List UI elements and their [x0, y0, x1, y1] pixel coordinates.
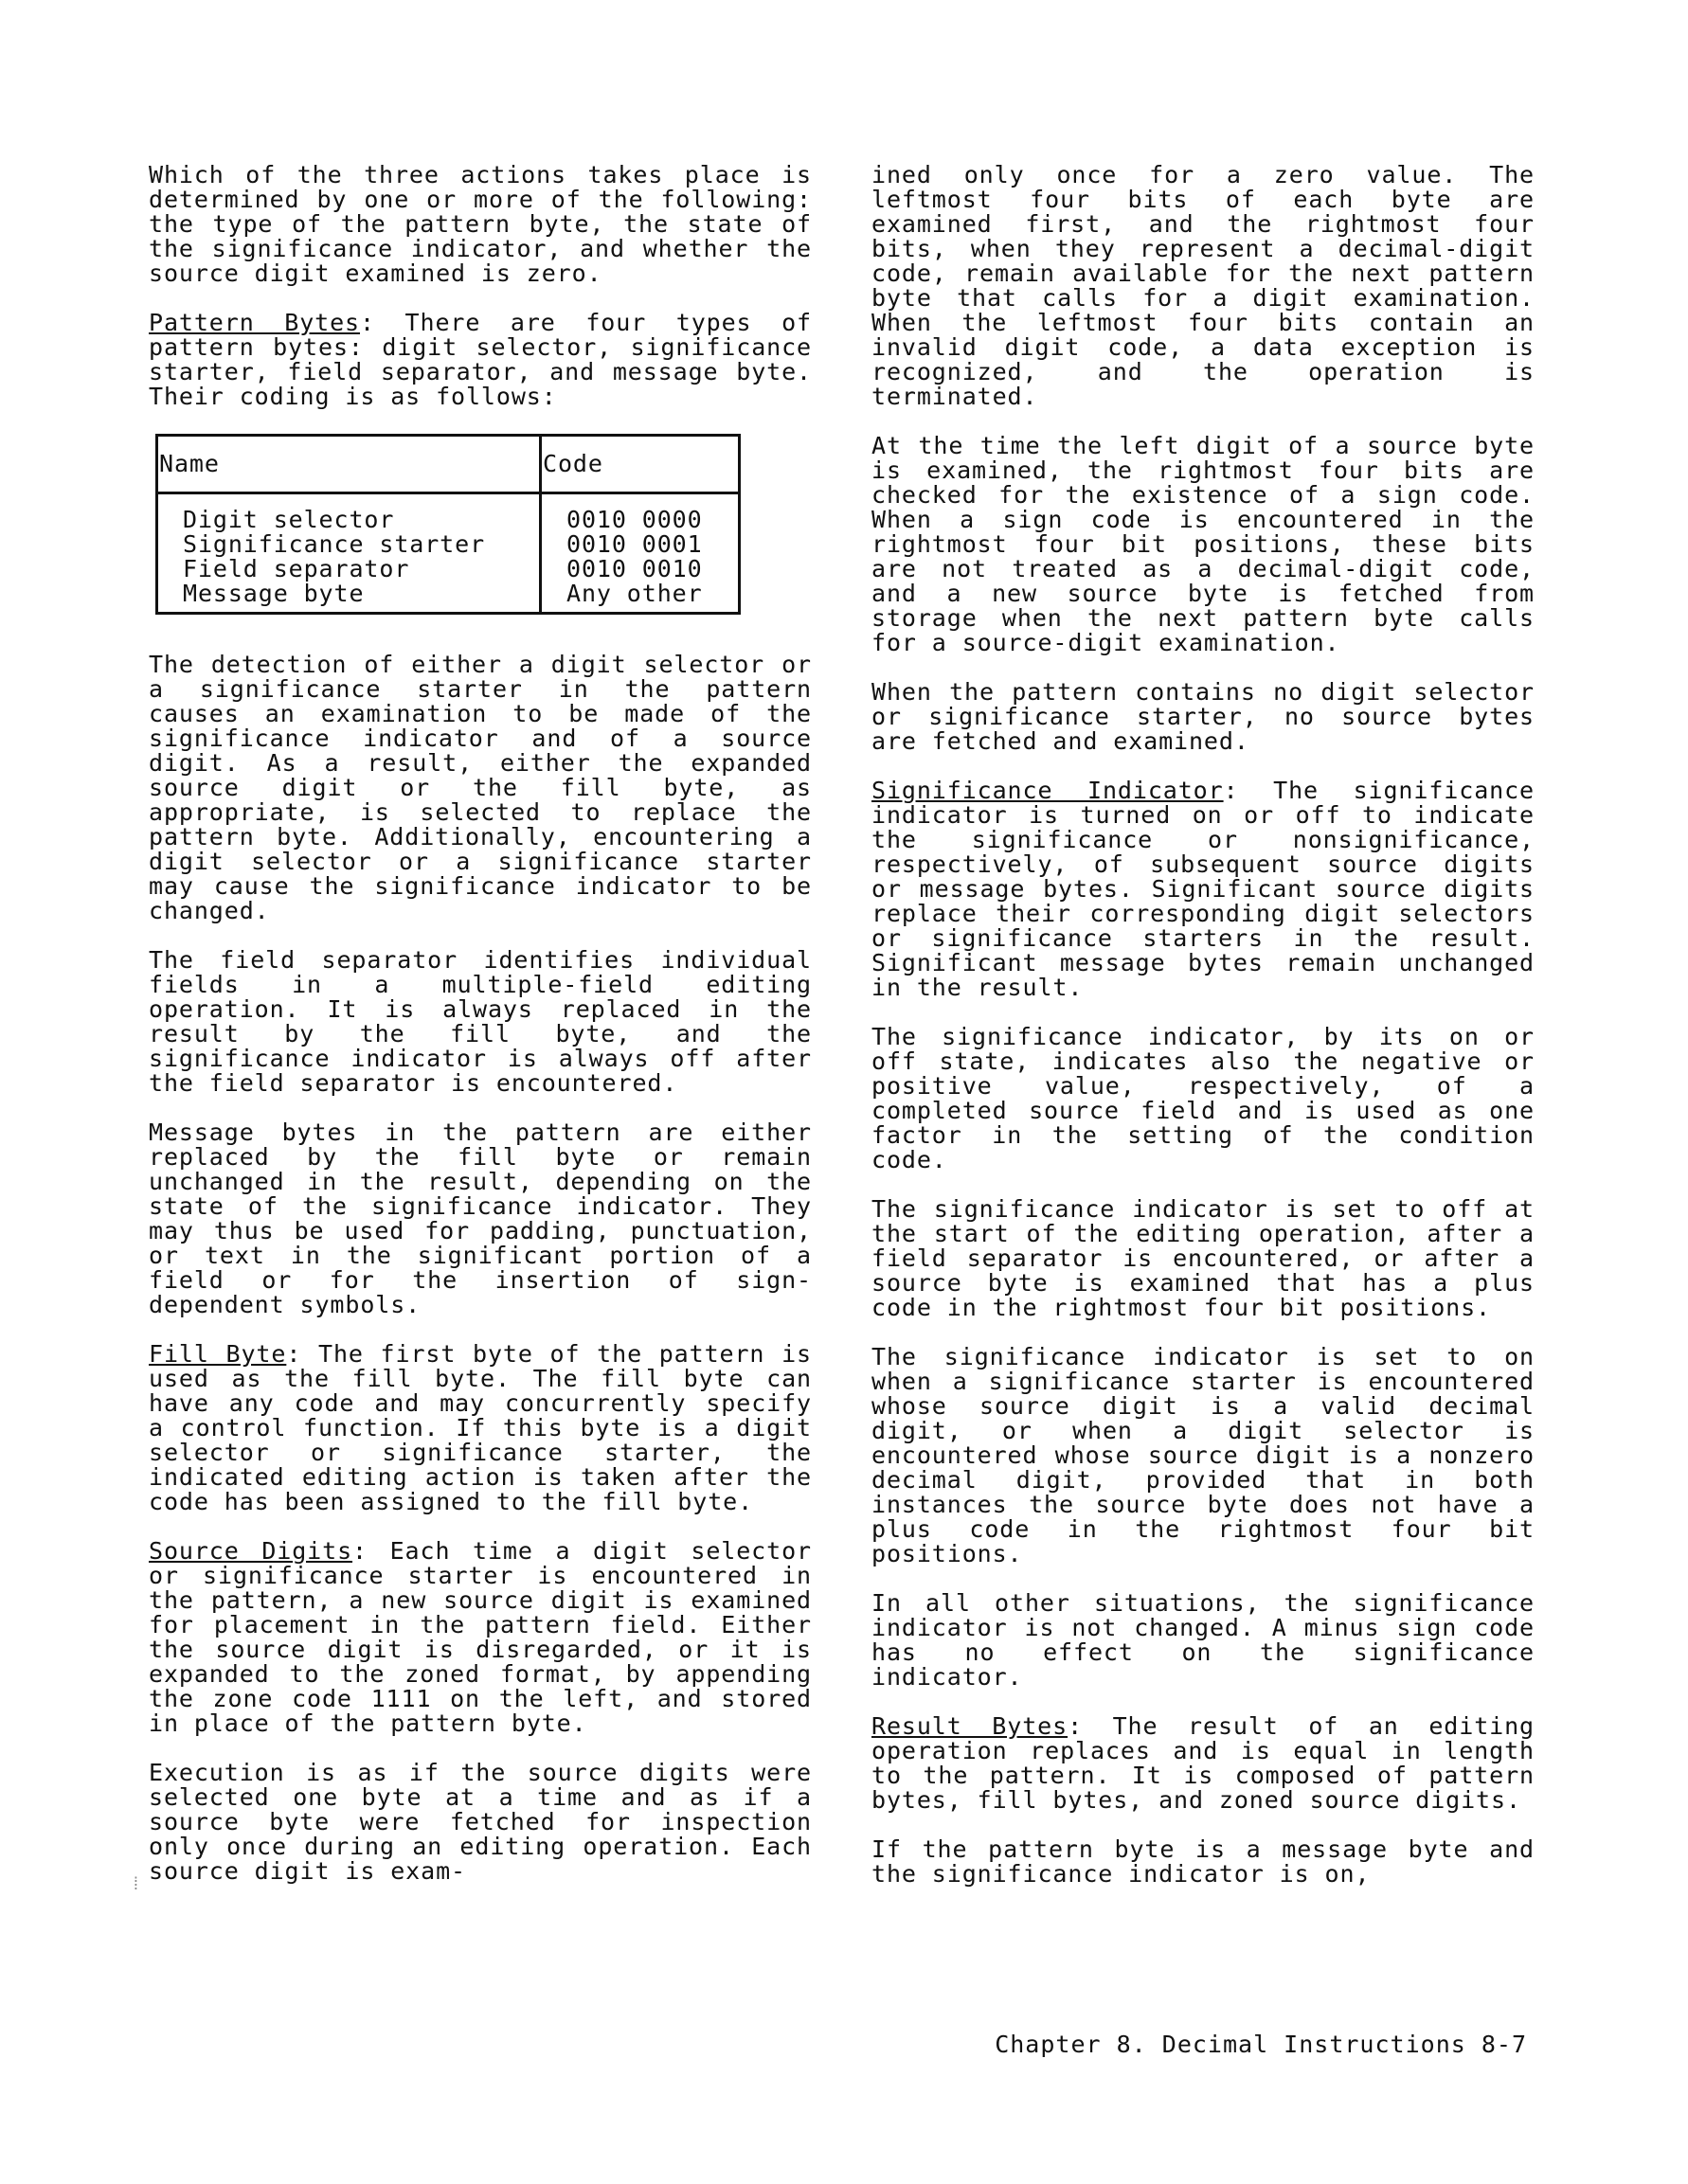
row-code: 0010 0000	[566, 506, 703, 533]
paragraph-execution: Execution is as if the source digits were selected one byte at a time and as if a source byte were fetched for inspection only once during an editing operation. Each source digit is exam-	[149, 1759, 812, 1885]
paragraph-result-bytes	[871, 1714, 1535, 1813]
source-digits-text: : Each time a digit selector or significance starter is encountered in the pattern, a new source digit is examined for placement in the pattern field. Either the source digit is disregarded, or it is expanded to the zoned format, by appending the zone code 1111 on the left, and stored in place of the pattern byte.	[149, 1537, 812, 1737]
heading-fill-byte: Fill Byte	[149, 1340, 287, 1368]
table-row	[157, 493, 740, 614]
heading-result-bytes: Result Bytes	[871, 1712, 1068, 1740]
heading-significance-indicator: Significance Indicator	[871, 777, 1224, 804]
paragraph-time: At the time the left digit of a source byte is examined, the rightmost four bits are checked for the existence of a sign code. When a sign code is encountered in the rightmost four bit positions, these bits are not treated as a decimal-digit code, and a new source byte is fetched from storage when the next pattern byte calls for a source-digit examination.	[871, 432, 1535, 656]
paragraph-significance-off: The significance indicator is set to off at the start of the editing operation, after a field separator is encountered, or after a source byte is examined that has a plus code in the rightmost four bit positions.	[871, 1195, 1535, 1321]
paragraph-message-bytes: Message bytes in the pattern are either replaced by the fill byte or remain unchanged in the result, depending on the state of the significance indicator. They may thus be used for padding, punctuation, or text in the significant portion of a field or for the insertion of sign-dependent symbols.	[149, 1119, 812, 1318]
paragraph-continuation: ined only once for a zero value. The leftmost four bits of each byte are examined first, and the rightmost four bits, when they represent a decimal-digit code, remain available for the next pattern byte that calls for a digit examination. When the leftmost four bits contain an invalid digit code, a data exception is recognized, and the operation is terminated.	[871, 161, 1535, 410]
heading-pattern-bytes: Pattern Bytes	[149, 309, 361, 336]
paragraph-source-digits	[149, 1539, 812, 1736]
table-cells-names	[157, 493, 541, 614]
right-column	[871, 163, 1535, 1911]
pattern-byte-code-table	[155, 434, 741, 615]
paragraph-detection: The detection of either a digit selector or a significance starter in the pattern causes an examination to be made of the significance indicator and of a source digit. As a result, either the expanded source digit or the fill byte, as appropriate, is selected to replace the pattern byte. Additionally, encountering a digit selector or a significance starter may cause the significance indicator to be changed.	[149, 651, 812, 924]
paragraph-no-digit-selector: When the pattern contains no digit selector or significance starter, no source bytes are fetched and examined.	[871, 678, 1535, 755]
significance-indicator-text: : The significance indicator is turned on or off to indicate the significance or nonsignificance, respectively, of subsequent source digits or message bytes. Significant source digits replace their corresponding digit selectors or significance starters in the result. Significant message bytes remain unchanged in the result.	[871, 777, 1535, 1001]
paragraph-other-situations: In all other situations, the significance indicator is not changed. A minus sign code has no effect on the significance indicator.	[871, 1589, 1535, 1691]
result-bytes-text: : The result of an editing operation replaces and is equal in length to the pattern. It is composed of pattern bytes, fill bytes, and zoned source digits.	[871, 1712, 1535, 1814]
row-name: Field separator	[183, 555, 410, 582]
paragraph-pattern-bytes	[149, 311, 812, 409]
paragraph-actions: Which of the three actions takes place is determined by one or more of the following: the type of the pattern byte, the state of the significance indicator, and whether the source digit examined is zero.	[149, 161, 812, 287]
heading-source-digits: Source Digits	[149, 1537, 353, 1565]
row-code: Any other	[566, 580, 703, 607]
paragraph-significance-on: The significance indicator is set to on when a significance starter is encountered whose source digit is a valid decimal digit, or when a digit selector is encountered whose source digit is a nonzero decimal digit, provided that in both instances the source byte does not have a plus code in the rightmost four bit positions.	[871, 1343, 1535, 1567]
row-name: Message byte	[183, 580, 365, 607]
table-cells-codes	[541, 493, 740, 614]
row-name: Digit selector	[183, 506, 395, 533]
row-code: 0010 0001	[566, 530, 703, 558]
page-footer: Chapter 8. Decimal Instructions 8-7	[995, 2031, 1527, 2058]
fill-byte-text: : The first byte of the pattern is used as the fill byte. The fill byte can have any code and may concurrently specify a control function. If this byte is a digit selector or significance starter, the indicated editing action is taken after the code has been assigned to the fill byte.	[149, 1340, 813, 1515]
pattern-bytes-text: : There are four types of pattern bytes: digit selector, significance starter, field separator, and message byte. Their coding is as follows:	[149, 309, 812, 410]
paragraph-significance-state: The significance indicator, by its on or off state, indicates also the negative or positive value, respectively, of a completed source field and is used as one factor in the setting of the condition code.	[871, 1023, 1535, 1173]
row-name: Significance starter	[183, 530, 486, 558]
paragraph-fill-byte	[149, 1342, 812, 1514]
revision-bar-mark: ⁞	[131, 1874, 141, 1894]
table-header-code: Code	[541, 436, 740, 493]
paragraph-if-message-byte: If the pattern byte is a message byte and the significance indicator is on,	[871, 1835, 1535, 1888]
table-header-name: Name	[157, 436, 541, 493]
left-column	[149, 163, 812, 1908]
row-code: 0010 0010	[566, 555, 703, 582]
paragraph-significance-indicator	[871, 779, 1535, 1000]
paragraph-field-separator: The field separator identifies individual fields in a multiple-field editing operation. It is always replaced in the result by the fill byte, and the significance indicator is always off after the field separator is encountered.	[149, 946, 812, 1097]
